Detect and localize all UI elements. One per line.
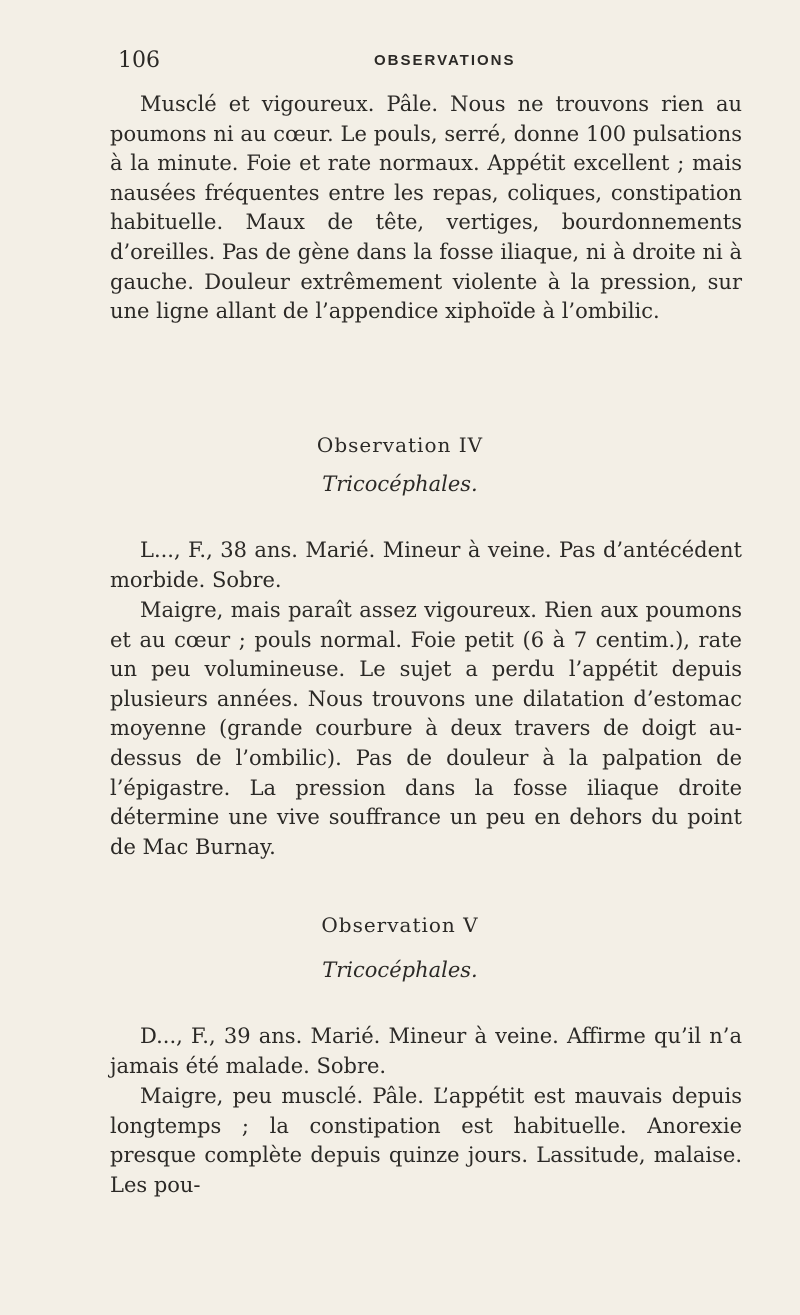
- observation-5-subtitle: Tricocéphales.: [322, 958, 478, 982]
- observation-5-patient: D..., F., 39 ans. Marié. Mineur à veine. Affirme qu’il n’a jamais été malade. Sobre.: [110, 1024, 742, 1078]
- paragraph-continuation: Musclé et vigoureux. Pâle. Nous ne trouvons rien au poumons ni au cœur. Le pouls, serré, donne 100 pulsations à la minute. Foie et rate normaux. Appétit excellent ; mais nausées fréquentes entre les repas, coliques, constipation habituelle. Maux de tête, vertiges, bourdonnements d’oreilles. Pas de gène dans la fosse iliaque, ni à droite ni à gauche. Douleur extrêmement violente à la pression, sur une ligne allant de l’appendice xiphoïde à l’ombilic.: [110, 92, 742, 324]
- observation-5-heading: Observation V: [321, 913, 479, 937]
- observation-5-exam: Maigre, peu musclé. Pâle. L’appétit est mauvais depuis longtemps ; la constipation est habituelle. Anorexie presque complète depuis quinze jours. Lassitude, malaise. Les pou-: [110, 1084, 742, 1197]
- running-title: OBSERVATIONS: [374, 52, 516, 69]
- observation-4-subtitle: Tricocéphales.: [322, 472, 478, 496]
- running-head: [118, 48, 678, 78]
- observation-4-heading: Observation IV: [316, 433, 484, 457]
- observation-4-exam: Maigre, mais paraît assez vigoureux. Rien aux poumons et au cœur ; pouls normal. Foie petit (6 à 7 centim.), rate un peu volumineuse. Le sujet a perdu l’appétit depuis plusieurs années. Nous trouvons une dilatation d’estomac moyenne (grande courbure à deux travers de doigt au-dessus de l’ombilic). Pas de douleur à la palpation de l’épigastre. La pression dans la fosse iliaque droite détermine une vive souffrance un peu en dehors du point de Mac Burnay.: [110, 598, 742, 859]
- observation-4-patient: L..., F., 38 ans. Marié. Mineur à veine. Pas d’antécédent morbide. Sobre.: [110, 538, 742, 592]
- page-number: 106: [118, 48, 160, 73]
